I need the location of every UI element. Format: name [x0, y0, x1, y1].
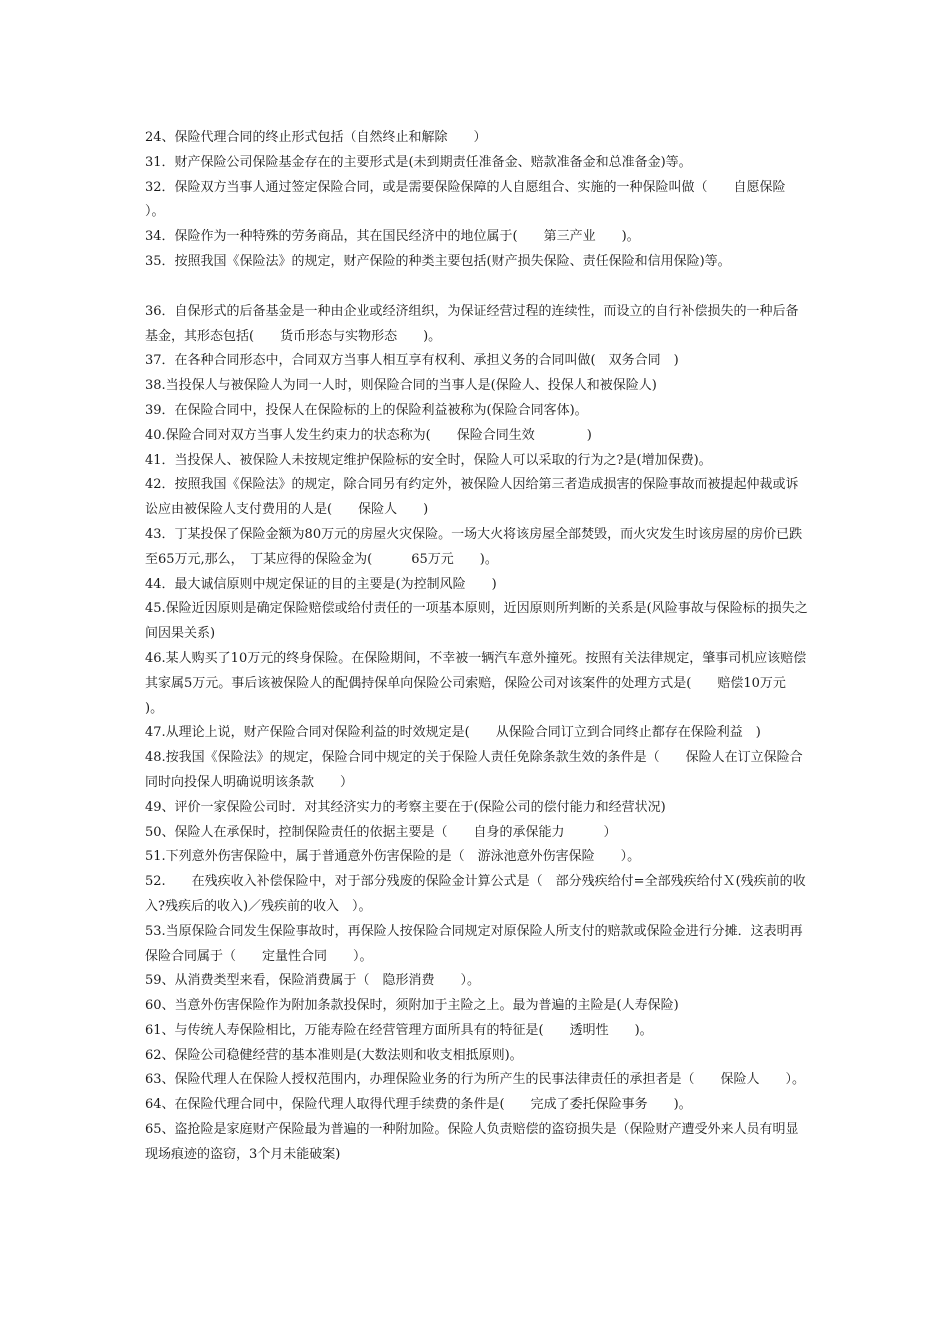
question-44: 44．最大诚信原则中规定保证的目的主要是(为控制风险 ) — [145, 576, 497, 592]
question-31: 31．财产保险公司保险基金存在的主要形式是(未到期责任准备金、赔款准备金和总准备金)等。 — [145, 154, 692, 170]
blank-line — [145, 275, 810, 300]
question-24: 24、保险代理合同的终止形式包括（自然终止和解除 ） — [145, 130, 487, 145]
question-38: 38.当投保人与被保险人为同一人时，则保险合同的当事人是(保险人、投保人和被保险人) — [145, 378, 657, 394]
question-40: 40.保险合同对双方当事人发生约束力的状态称为( 保险合同生效 ) — [145, 427, 592, 443]
question-46: 46.某人购买了10万元的终身保险。在保险期间，不幸被一辆汽车意外撞死。按照有关法律规定，肇事司机应该赔偿其家属5万元。事后该被保险人的配偶持保单向保险公司索赔，保险公司对该案件的处理方式是( 赔偿10万元 )。 — [145, 650, 812, 716]
question-34: 34．保险作为一种特殊的劳务商品，其在国民经济中的地位属于( 第三产业 )。 — [145, 229, 640, 245]
question-39: 39．在保险合同中，投保人在保险标的上的保险利益被称为(保险合同客体)。 — [145, 402, 588, 418]
question-36: 36．自保形式的后备基金是一种由企业或经济组织，为保证经营过程的连续性，而设立的自行补偿损失的一种后备基金，其形态包括( 货币形态与实物形态 )。 — [145, 303, 799, 344]
question-42: 42．按照我国《保险法》的规定，除合同另有约定外，被保险人因给第三者造成损害的保险事故而被提起仲裁或诉讼应由被保险人支付费用的人是( 保险人 ) — [145, 477, 799, 518]
question-48: 48.按我国《保险法》的规定，保险合同中规定的关于保险人责任免除条款生效的条件是（ 保险人在订立保险合同时向投保人明确说明该条款 ） — [145, 750, 803, 790]
question-59: 59、从消费类型来看，保险消费属于（ 隐形消费 ）。 — [145, 973, 481, 989]
question-53: 53.当原保险合同发生保险事故时，再保险人按保险合同规定对原保险人所支付的赔款或保险金进行分摊．这表明再保险合同属于（ 定量性合同 ）。 — [145, 923, 803, 964]
question-62: 62、保险公司稳健经营的基本准则是(大数法则和收支相抵原则)。 — [145, 1047, 523, 1063]
question-51: 51.下列意外伤害保险中，属于普通意外伤害保险的是（ 游泳池意外伤害保险 ）。 — [145, 849, 641, 865]
question-65: 65、盗抢险是家庭财产保险最为普遍的一种附加险。保险人负责赔偿的盗窃损失是（保险财产遭受外来人员有明显现场痕迹的盗窃，3个月未能破案) — [145, 1122, 799, 1162]
question-52: 52. 在残疾收入补偿保险中，对于部分残废的保险金计算公式是（ 部分残疾给付=全部残疾给付Ｘ(残疾前的收入?残疾后的收入)／残疾前的收入 ）。 — [145, 874, 806, 914]
question-41: 41．当投保人、被保险人未按规定维护保险标的安全时，保险人可以采取的行为之?是(增加保费)。 — [145, 452, 712, 468]
question-49: 49、评价一家保险公司时．对其经济实力的考察主要在于(保险公司的偿付能力和经营状况) — [145, 799, 666, 815]
question-64: 64、在保险代理合同中，保险代理人取得代理手续费的条件是( 完成了委托保险事务 )。 — [145, 1097, 692, 1113]
question-43: 43．丁某投保了保险金额为80万元的房屋火灾保险。一场大火将该房屋全部焚毁，而火灾发生时该房屋的房价已跌至65万元,那么， 丁某应得的保险金为( 65万元 )。 — [145, 526, 803, 567]
question-37: 37．在各种合同形态中，合同双方当事人相互享有权利、承担义务的合同叫做( 双务合同 ) — [145, 353, 679, 369]
question-35: 35．按照我国《保险法》的规定，财产保险的种类主要包括(财产损失保险、责任保险和信用保险)等。 — [145, 253, 731, 269]
question-60: 60、当意外伤害保险作为附加条款投保时，须附加于主险之上。最为普遍的主险是(人寿保险) — [145, 998, 679, 1014]
question-61: 61、与传统人寿保险相比，万能寿险在经营管理方面所具有的特征是( 透明性 )。 — [145, 1022, 653, 1038]
document-body — [145, 126, 810, 1168]
question-32: 32．保险双方当事人通过签定保险合同，或是需要保险保障的人自愿组合、实施的一种保险叫做（ 自愿保险 ）。 — [145, 179, 812, 220]
question-45: 45.保险近因原则是确定保险赔偿或给付责任的一项基本原则，近因原则所判断的关系是(风险事故与保险标的损失之间因果关系) — [145, 601, 808, 642]
question-47: 47.从理论上说，财产保险合同对保险利益的时效规定是( 从保险合同订立到合同终止都存在保险利益 ) — [145, 725, 761, 741]
question-50: 50、保险人在承保时，控制保险责任的依据主要是（ 自身的承保能力 ） — [145, 824, 617, 840]
question-63: 63、保险代理人在保险人授权范围内，办理保险业务的行为所产生的民事法律责任的承担者是（ 保险人 ）。 — [145, 1072, 806, 1088]
